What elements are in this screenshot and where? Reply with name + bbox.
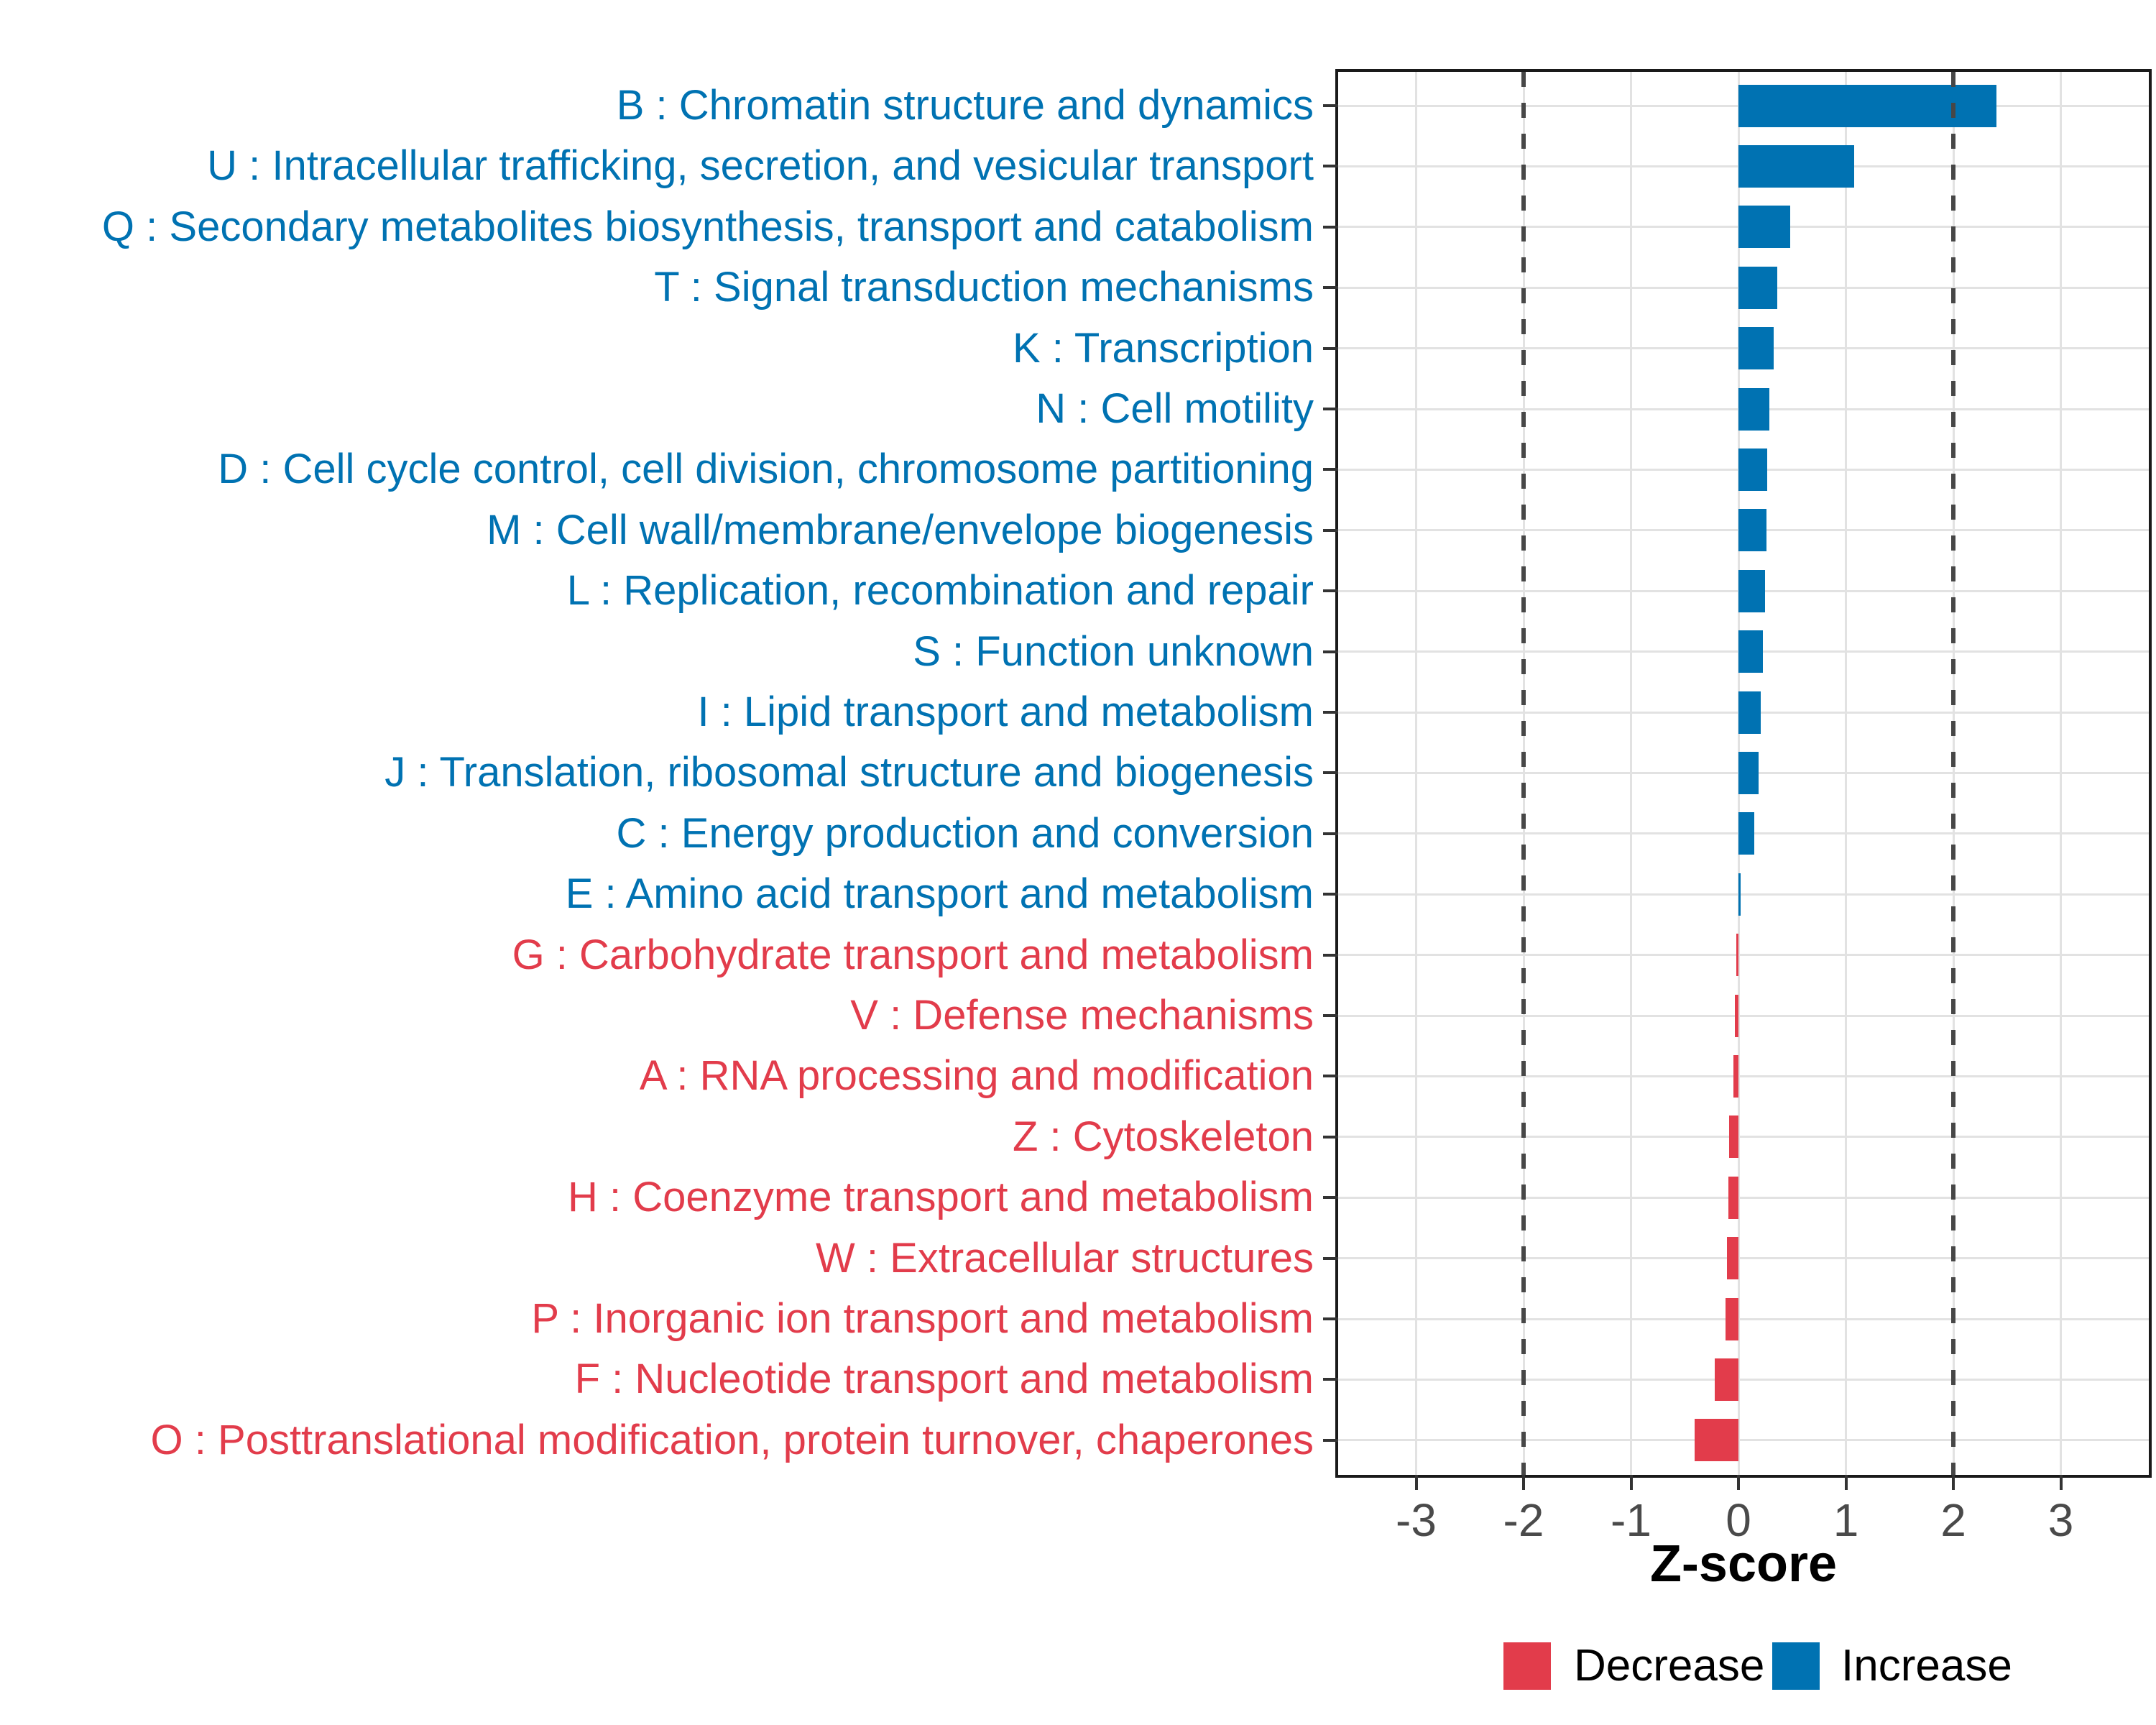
bar-L bbox=[1738, 570, 1765, 612]
category-label-A: A : RNA processing and modification bbox=[639, 1052, 1314, 1100]
bar-F bbox=[1715, 1358, 1738, 1401]
horizontal-gridline bbox=[1338, 1379, 2149, 1381]
x-tick-label: 0 bbox=[1726, 1494, 1751, 1546]
bar-G bbox=[1736, 934, 1738, 976]
bar-U bbox=[1738, 145, 1854, 188]
y-axis-tick bbox=[1323, 1439, 1338, 1442]
y-axis-tick bbox=[1323, 1257, 1338, 1260]
bar-P bbox=[1726, 1298, 1738, 1340]
x-axis-tick bbox=[1737, 1475, 1740, 1490]
y-axis-tick bbox=[1323, 954, 1338, 957]
category-label-M: M : Cell wall/membrane/envelope biogenesis bbox=[487, 506, 1314, 553]
y-axis-tick bbox=[1323, 286, 1338, 289]
y-axis-tick bbox=[1323, 468, 1338, 471]
category-label-N: N : Cell motility bbox=[1036, 385, 1314, 432]
bar-I bbox=[1738, 691, 1761, 734]
y-axis-tick bbox=[1323, 832, 1338, 835]
x-tick-label: -2 bbox=[1503, 1494, 1544, 1546]
y-axis-tick bbox=[1323, 1014, 1338, 1017]
bar-H bbox=[1728, 1177, 1738, 1219]
x-tick-label: 2 bbox=[1940, 1494, 1966, 1546]
dashed-reference-line bbox=[1951, 72, 1955, 1475]
category-label-H: H : Coenzyme transport and metabolism bbox=[568, 1174, 1314, 1221]
x-tick-label: -1 bbox=[1611, 1494, 1651, 1546]
horizontal-gridline bbox=[1338, 1318, 2149, 1320]
x-tick-label: 3 bbox=[2047, 1494, 2074, 1546]
category-label-W: W : Extracellular structures bbox=[816, 1234, 1314, 1282]
bar-Q bbox=[1738, 206, 1790, 248]
category-label-C: C : Energy production and conversion bbox=[616, 809, 1314, 857]
bar-Z bbox=[1729, 1116, 1738, 1158]
y-axis-tick bbox=[1323, 589, 1338, 592]
horizontal-gridline bbox=[1338, 1075, 2149, 1077]
horizontal-gridline bbox=[1338, 1257, 2149, 1259]
bar-W bbox=[1727, 1237, 1738, 1279]
legend-swatch-increase bbox=[1772, 1642, 1820, 1690]
category-label-Q: Q : Secondary metabolites biosynthesis, transport and catabolism bbox=[101, 203, 1314, 250]
bar-K bbox=[1738, 327, 1774, 369]
legend-swatch-decrease bbox=[1503, 1642, 1551, 1690]
bar-M bbox=[1738, 509, 1766, 551]
bar-A bbox=[1733, 1055, 1738, 1098]
y-axis-tick bbox=[1323, 893, 1338, 896]
category-label-F: F : Nucleotide transport and metabolism bbox=[574, 1356, 1314, 1403]
category-label-L: L : Replication, recombination and repair bbox=[566, 567, 1314, 615]
y-axis-tick bbox=[1323, 711, 1338, 714]
dashed-reference-line bbox=[1521, 72, 1526, 1475]
horizontal-gridline bbox=[1338, 1197, 2149, 1199]
category-label-V: V : Defense mechanisms bbox=[850, 992, 1314, 1039]
legend-label-increase: Increase bbox=[1841, 1641, 2012, 1690]
x-axis-tick bbox=[1415, 1475, 1418, 1490]
y-axis-tick bbox=[1323, 347, 1338, 350]
legend-label-decrease: Decrease bbox=[1574, 1641, 1765, 1690]
y-axis-tick bbox=[1323, 771, 1338, 774]
category-label-J: J : Translation, ribosomal structure and biogenesis bbox=[384, 749, 1314, 796]
category-label-G: G : Carbohydrate transport and metabolism bbox=[512, 931, 1314, 978]
y-axis-tick bbox=[1323, 165, 1338, 167]
y-axis-tick bbox=[1323, 408, 1338, 410]
bar-B bbox=[1738, 85, 1996, 127]
category-label-K: K : Transcription bbox=[1012, 324, 1314, 372]
y-axis-tick bbox=[1323, 1075, 1338, 1077]
bar-D bbox=[1738, 448, 1767, 491]
y-axis-tick bbox=[1323, 529, 1338, 532]
bar-T bbox=[1738, 267, 1777, 309]
y-axis-tick bbox=[1323, 1196, 1338, 1199]
bar-N bbox=[1738, 388, 1769, 431]
bar-C bbox=[1738, 812, 1754, 855]
bar-S bbox=[1738, 630, 1763, 673]
y-axis-tick bbox=[1323, 1317, 1338, 1320]
x-tick-label: -3 bbox=[1396, 1494, 1437, 1546]
horizontal-gridline bbox=[1338, 1439, 2149, 1441]
category-label-B: B : Chromatin structure and dynamics bbox=[616, 82, 1314, 129]
category-label-I: I : Lipid transport and metabolism bbox=[697, 689, 1314, 735]
x-axis-tick bbox=[1630, 1475, 1633, 1490]
category-label-Z: Z : Cytoskeleton bbox=[1012, 1113, 1314, 1160]
horizontal-gridline bbox=[1338, 893, 2149, 896]
category-label-P: P : Inorganic ion transport and metabolism bbox=[531, 1295, 1314, 1342]
category-label-O: O : Posttranslational modification, protein turnover, chaperones bbox=[150, 1416, 1314, 1463]
category-label-U: U : Intracellular trafficking, secretion, and vesicular transport bbox=[207, 142, 1314, 190]
bar-V bbox=[1735, 995, 1738, 1037]
y-axis-tick bbox=[1323, 650, 1338, 653]
bar-E bbox=[1738, 873, 1741, 916]
x-axis-tick bbox=[2060, 1475, 2063, 1490]
category-label-T: T : Signal transduction mechanisms bbox=[654, 264, 1314, 311]
y-axis-tick bbox=[1323, 1378, 1338, 1381]
x-tick-label: 1 bbox=[1833, 1494, 1859, 1546]
x-axis-tick bbox=[1845, 1475, 1848, 1490]
horizontal-gridline bbox=[1338, 954, 2149, 956]
bar-J bbox=[1738, 752, 1759, 794]
y-axis-tick bbox=[1323, 1136, 1338, 1138]
x-axis-tick bbox=[1522, 1475, 1525, 1490]
x-axis-tick bbox=[1952, 1475, 1955, 1490]
horizontal-gridline bbox=[1338, 1015, 2149, 1017]
x-axis-title: Z-score bbox=[1649, 1535, 1838, 1593]
category-label-S: S : Function unknown bbox=[913, 627, 1314, 675]
bar-O bbox=[1695, 1419, 1738, 1461]
category-label-E: E : Amino acid transport and metabolism bbox=[565, 870, 1314, 918]
plot-panel bbox=[1338, 72, 2149, 1475]
y-axis-tick bbox=[1323, 226, 1338, 229]
category-label-D: D : Cell cycle control, cell division, chromosome partitioning bbox=[218, 446, 1314, 493]
horizontal-gridline bbox=[1338, 1136, 2149, 1138]
y-axis-tick bbox=[1323, 104, 1338, 107]
